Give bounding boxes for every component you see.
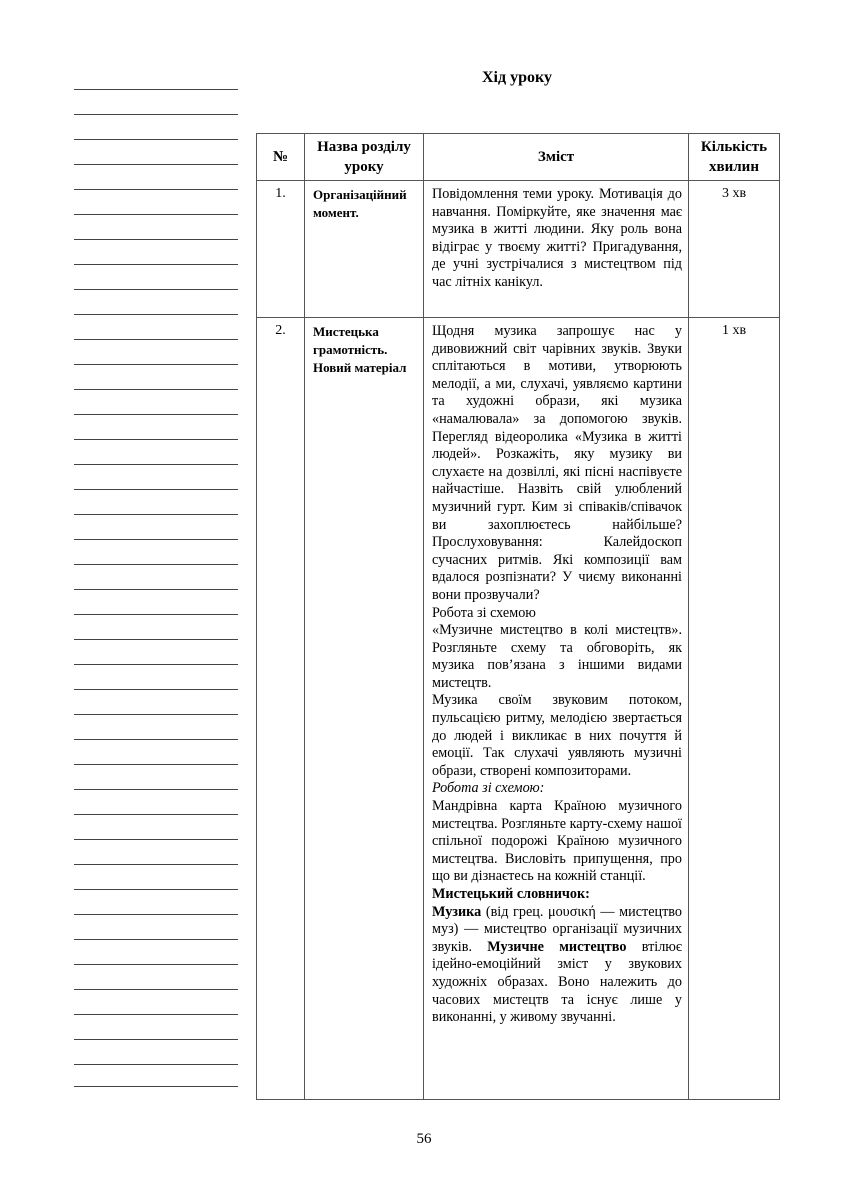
row-number: 1. [257,181,305,318]
note-line [74,1039,238,1040]
row-duration: 1 хв [689,318,780,1100]
note-line [74,89,238,90]
note-line [74,639,238,640]
note-line [74,364,238,365]
content-paragraph: Мандрівна карта Країною музичного мистецтва. Розгляньте карту-схему нашої спільної подорожі Країною музичного мистецтва. Висловіть припущення, про що ви дізнаєтесь на кожній станції. [432,798,682,885]
note-line [74,114,238,115]
lesson-plan-table [256,133,780,1100]
note-line [74,239,238,240]
page-number: 56 [416,1131,432,1147]
note-line [74,414,238,415]
row-number: 2. [257,318,305,1100]
note-line [74,314,238,315]
table-header-row [257,134,780,181]
note-line [74,664,238,665]
content-subheading: Мистецький словничок: [432,886,590,902]
header-duration: Кількість хвилин [689,134,780,181]
note-line [74,189,238,190]
glossary-term: Музика [432,903,482,920]
glossary-term: Музичне мистецтво [487,938,627,955]
note-line [74,164,238,165]
content-paragraph: «Музичне мистецтво в колі мистецтв». Розгляньте схему та обговоріть, як музика пов’язана з іншими видами мистецтв. [432,622,682,691]
note-line [74,464,238,465]
note-line [74,864,238,865]
page-title: Хід уроку [482,69,552,86]
table-row [257,318,780,1100]
glossary-paragraph [432,904,682,1027]
content-paragraph: Щодня музика запрошує нас у дивовижний світ чарівних звуків. Звуки сплітаються в мотиви, утворюють мелодії, а ми, слухачі, уявляємо картини та художні образи, які музика «намалювала» за допомогою звуків. Перегляд відеоролика «Музика в житті людей». Розкажіть, яку музику ви слухаєте на дозвіллі, які пісні наспівуєте найчастіше. Назвіть свій улюблений музичний гурт. Ким зі співаків/співачок ви захоплюєтесь найбільше? Прослуховування: Калейдоскоп сучасних ритмів. Які композиції вам вдалося розпізнати? У чиєму виконанні вони прозвучали? [432,323,682,603]
note-line [74,939,238,940]
note-line [74,889,238,890]
note-line [74,139,238,140]
row-section: Мистецька грамотність. Новий матеріал [305,318,424,1100]
note-line [74,839,238,840]
row-content: Повідомлення теми уроку. Мотивація до навчання. Поміркуйте, яке значення має музика в житті людини. Яку роль вона відіграє у твоєму житті? Пригадування, де учні зустрічалися з мистецтвом під час літніх канікул. [424,181,689,318]
note-line [74,214,238,215]
note-line [74,989,238,990]
note-line [74,264,238,265]
note-line [74,539,238,540]
note-line [74,489,238,490]
note-line [74,589,238,590]
note-line [74,564,238,565]
note-line [74,814,238,815]
note-line [74,339,238,340]
header-section: Назва розділу уроку [305,134,424,181]
note-line [74,389,238,390]
note-line [74,1014,238,1015]
content-subheading: Робота зі схемою: [432,780,545,797]
note-line [74,689,238,690]
note-line [74,789,238,790]
header-content: Зміст [424,134,689,181]
note-line [74,764,238,765]
glossary-text: втілює ідейно-емоційний зміст у звукових художніх образах. Воно належить до часових мистецтв та існує лише у виконанні, у живому звучанні. [432,938,683,1026]
note-line [74,1064,238,1065]
header-number: № [257,134,305,181]
note-line [74,1086,238,1087]
content-paragraph: Робота зі схемою [432,604,536,621]
row-section: Організаційний момент. [305,181,424,318]
row-content [424,318,689,1100]
note-line [74,714,238,715]
content-paragraph: Музика своїм звуковим потоком, пульсацією ритму, мелодією звертається до людей і викликає в них почуття й емоції. Так слухачі уявляють музичні образи, створені композиторами. [432,692,682,779]
note-line [74,914,238,915]
note-line [74,289,238,290]
note-line [74,439,238,440]
table-row [257,181,780,318]
note-line [74,614,238,615]
note-line [74,964,238,965]
note-line [74,739,238,740]
note-line [74,514,238,515]
glossary-text: (від грец. μουσική — мистецтво муз) — мистецтво організації музичних звуків. [432,903,682,955]
row-duration: 3 хв [689,181,780,318]
